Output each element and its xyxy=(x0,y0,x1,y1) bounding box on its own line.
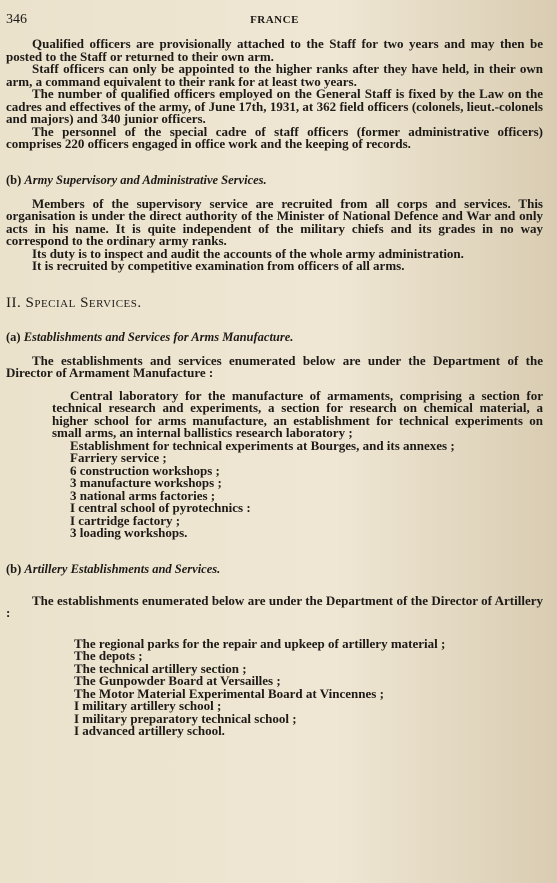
page-header xyxy=(6,12,543,38)
subsection-label: (b) xyxy=(6,561,22,576)
list-item: 6 construction workshops ; xyxy=(70,462,220,478)
list-item: The Motor Material Experimental Board at Vincennes ; xyxy=(74,685,384,701)
list-item: Farriery service ; xyxy=(70,450,167,465)
page-number: 346 xyxy=(6,12,27,27)
intro-paragraph: Staff officers can only be appointed to the higher ranks after they have held, in their own arm, a command equivalent to their rank for at least two years. xyxy=(6,61,543,89)
intro-paragraph: The personnel of the special cadre of staff officers (former administrative officers) comprises 220 officers engaged in office work and the keeping of records. xyxy=(6,123,543,151)
arms-establishments-list xyxy=(6,387,543,540)
subsection-label: (a) xyxy=(6,329,21,344)
section-intro: The establishments enumerated below are under the Department of the Director of Artillery : xyxy=(6,592,543,620)
intro-paragraph: The number of qualified officers employed on the General Staff is fixed by the Law on the cadres and effectives of the army, of June 17th, 1931, at 362 field officers (colonels, lieut.-colonels and majors) and 340 junior officers. xyxy=(6,86,543,126)
subsection-title: Artillery Establishments and Services. xyxy=(24,561,221,576)
list-item: The depots ; xyxy=(74,648,143,663)
section-paragraph: It is recruited by competitive examination from officers of all arms. xyxy=(32,258,405,273)
section-paragraph: Its duty is to inspect and audit the accounts of the whole army administration. xyxy=(32,245,464,261)
section-numeral: II. xyxy=(6,294,22,311)
subsection-label: (b) xyxy=(6,172,22,187)
list-item: I military preparatory technical school ; xyxy=(74,710,297,726)
section-title: Special Services. xyxy=(25,294,142,311)
subsection-heading-arms-manufacture xyxy=(6,330,543,345)
section-intro: The establishments and services enumerated below are under the Department of the Director of Armament Manufacture : xyxy=(6,352,543,380)
list-item: I military artillery school ; xyxy=(74,698,222,713)
list-item: 3 loading workshops. xyxy=(70,525,188,540)
list-item: The regional parks for the repair and upkeep of artillery material ; xyxy=(74,635,446,651)
section-paragraph: Members of the supervisory service are recruited from all corps and services. This organisation is under the direct authority of the Minister of National Defence and War and only acts in his name. It is quite independent of the military chiefs and its grades in no way correspond to the ordinary army ranks. xyxy=(6,195,543,248)
list-item: Establishment for technical experiments at Bourges, and its annexes ; xyxy=(70,437,455,453)
list-item: I advanced artillery school. xyxy=(74,723,225,738)
subsection-heading-army-supervisory xyxy=(6,173,543,188)
list-item: Central laboratory for the manufacture of armaments, comprising a section for technical research and experiments, a section for research on chemical material, a higher school for arms manufacture, an establishment for technical experiments on small arms, an internal ballistics research laboratory ; xyxy=(52,387,543,440)
artillery-establishments-list xyxy=(6,635,543,738)
subsection-title: Army Supervisory and Administrative Services. xyxy=(24,172,267,187)
section-heading-special-services xyxy=(6,295,543,312)
list-item: 3 national arms factories ; xyxy=(70,487,216,503)
list-item: The Gunpowder Board at Versailles ; xyxy=(74,673,281,688)
list-item: 3 manufacture workshops ; xyxy=(70,475,222,490)
subsection-title: Establishments and Services for Arms Manufacture. xyxy=(23,329,294,344)
list-item: I central school of pyrotechnics : xyxy=(70,500,251,515)
running-head: FRANCE xyxy=(250,14,299,26)
list-item: I cartridge factory ; xyxy=(70,512,181,528)
intro-paragraph: Qualified officers are provisionally attached to the Staff for two years and may then be posted to the Staff or returned to their own arm. xyxy=(6,36,543,64)
list-item: The technical artillery section ; xyxy=(74,660,247,676)
subsection-heading-artillery xyxy=(6,562,543,577)
